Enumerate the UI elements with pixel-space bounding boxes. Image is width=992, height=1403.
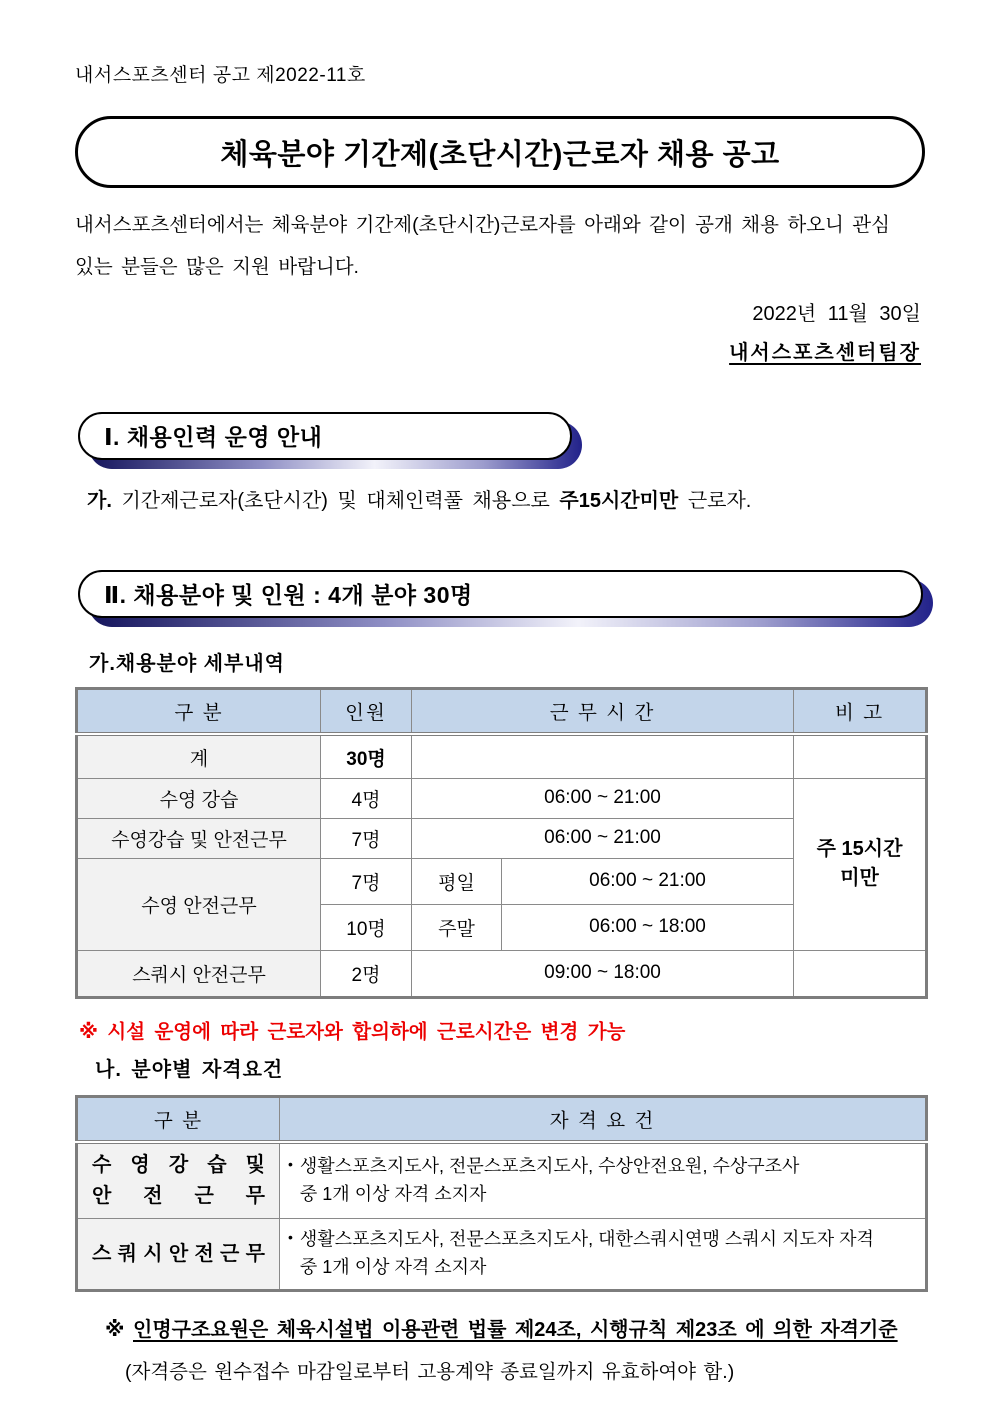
table1-header-category: 구 분 [77, 688, 321, 734]
swim-lesson-safety-hours: 06:00 ~ 21:00 [412, 818, 794, 858]
table1-header-remark: 비 고 [794, 688, 927, 734]
table-row-squash-safety [77, 950, 927, 997]
squash-qualification-label [77, 1219, 280, 1291]
swim-safety-weekend-tag: 주말 [412, 904, 502, 950]
squash-safety-label: 스쿼시 안전근무 [77, 950, 321, 997]
announcement-date: 2022년 11월 30일 [752, 302, 921, 325]
squash-qualification-line1: 생활스포츠지도사, 전문스포츠지도사, 대한스쿼시연맹 스쿼시 지도자 자격 [299, 1229, 874, 1250]
squash-safety-remark-empty [794, 950, 927, 997]
schedule-change-note: ※ 시설 운영에 따라 근로자와 합의하에 근로시간은 변경 가능 [79, 1020, 626, 1043]
swim-lesson-hours: 06:00 ~ 21:00 [412, 778, 794, 818]
squash-qualification-line2: 중 1개 이상 자격 소지자 [299, 1257, 487, 1278]
qualification-table [75, 1095, 928, 1292]
swim-lesson-safety-label: 수영강습 및 안전근무 [77, 818, 321, 858]
total-hours-empty [412, 734, 794, 778]
table-row-swim-qualification [77, 1142, 927, 1219]
total-count: 30명 [321, 734, 412, 778]
lifeguard-qualification-note [75, 1313, 921, 1342]
bullet-icon: • [288, 1156, 293, 1173]
section2-heading-box [78, 570, 923, 618]
subsection-b-title: 나. 분야별 자격요건 [95, 1058, 284, 1081]
title-box [75, 116, 925, 188]
swim-lesson-safety-count: 7명 [321, 818, 412, 858]
swim-qualification-text [280, 1142, 927, 1219]
section1-heading-text: Ⅰ. 채용인력 운영 안내 [104, 424, 323, 451]
table1-header-hours: 근 무 시 간 [412, 688, 794, 734]
lifeguard-qualification-text: 인명구조요원은 체육시설법 이용관련 법률 제24조, 시행규칙 제23조 에 의한 자격기준 [133, 1319, 898, 1342]
table2-header-qualification: 자 격 요 건 [280, 1096, 927, 1142]
signer-line [75, 336, 921, 365]
swim-qualification-label-line1: 수 영 강 습 및 [92, 1154, 265, 1177]
table2-header-category: 구 분 [77, 1096, 280, 1142]
swim-lesson-label: 수영 강습 [77, 778, 321, 818]
section1-heading [78, 412, 572, 460]
section1-item [75, 484, 921, 513]
table-row-swim-lesson [77, 778, 927, 818]
certificate-validity-note: (자격증은 원수접수 마감일로부터 고용계약 종료일까지 유효하여야 함.) [125, 1361, 735, 1384]
table-row-total [77, 734, 927, 778]
squash-qualification-text [280, 1219, 927, 1291]
table1-header-count: 인원 [321, 688, 412, 734]
table-row-squash-qualification [77, 1219, 927, 1291]
total-remark-empty [794, 734, 927, 778]
bullet-icon: • [288, 1229, 293, 1246]
squash-safety-count: 2명 [321, 950, 412, 997]
remark-merged-cell: 주 15시간 미만 [794, 778, 927, 950]
swim-safety-weekend-hours: 06:00 ~ 18:00 [502, 904, 794, 950]
swim-qualification-label [77, 1142, 280, 1219]
table2-header-row [77, 1096, 927, 1142]
recruitment-table [75, 687, 928, 999]
item-bold: 주15시간미만 [559, 489, 679, 512]
page-title: 체육분야 기간제(초단시간)근로자 채용 공고 [220, 138, 780, 171]
swim-safety-weekend-count: 10명 [321, 904, 412, 950]
item-text1: 기간제근로자(초단시간) 및 대체인력풀 채용으로 [111, 489, 560, 512]
item-text2: 근로자. [678, 489, 752, 512]
swim-qualification-line2: 중 1개 이상 자격 소지자 [299, 1184, 487, 1205]
swim-safety-weekday-tag: 평일 [412, 858, 502, 904]
item-prefix: 가. [87, 489, 112, 512]
squash-qualification-label-line1: 스 쿼 시 안 전 근 무 [92, 1242, 265, 1265]
section1-heading-box [78, 412, 572, 460]
swim-safety-weekday-count: 7명 [321, 858, 412, 904]
signer-name: 내서스포츠센터팀장 [729, 341, 921, 364]
section2-heading-text: Ⅱ. 채용분야 및 인원 : 4개 분야 30명 [104, 582, 473, 609]
swim-lesson-count: 4명 [321, 778, 412, 818]
table1-header-row [77, 688, 927, 734]
footnote-mark: ※ [105, 1319, 133, 1342]
section2-heading [78, 570, 923, 618]
swim-safety-label: 수영 안전근무 [77, 858, 321, 950]
squash-safety-hours: 09:00 ~ 18:00 [412, 950, 794, 997]
swim-safety-weekday-hours: 06:00 ~ 21:00 [502, 858, 794, 904]
total-label: 계 [77, 734, 321, 778]
doc-number: 내서스포츠센터 공고 제2022-11호 [75, 65, 366, 86]
swim-qualification-line1: 생활스포츠지도사, 전문스포츠지도사, 수상안전요원, 수상구조사 [299, 1156, 800, 1177]
subsection-a-title: 가.채용분야 세부내역 [89, 652, 285, 675]
intro-paragraph: 내서스포츠센터에서는 체육분야 기간제(초단시간)근로자를 아래와 같이 공개 채용 하오니 관심 있는 분들은 많은 지원 바랍니다. [75, 214, 890, 278]
swim-qualification-label-line2: 안 전 근 무 [92, 1185, 265, 1208]
